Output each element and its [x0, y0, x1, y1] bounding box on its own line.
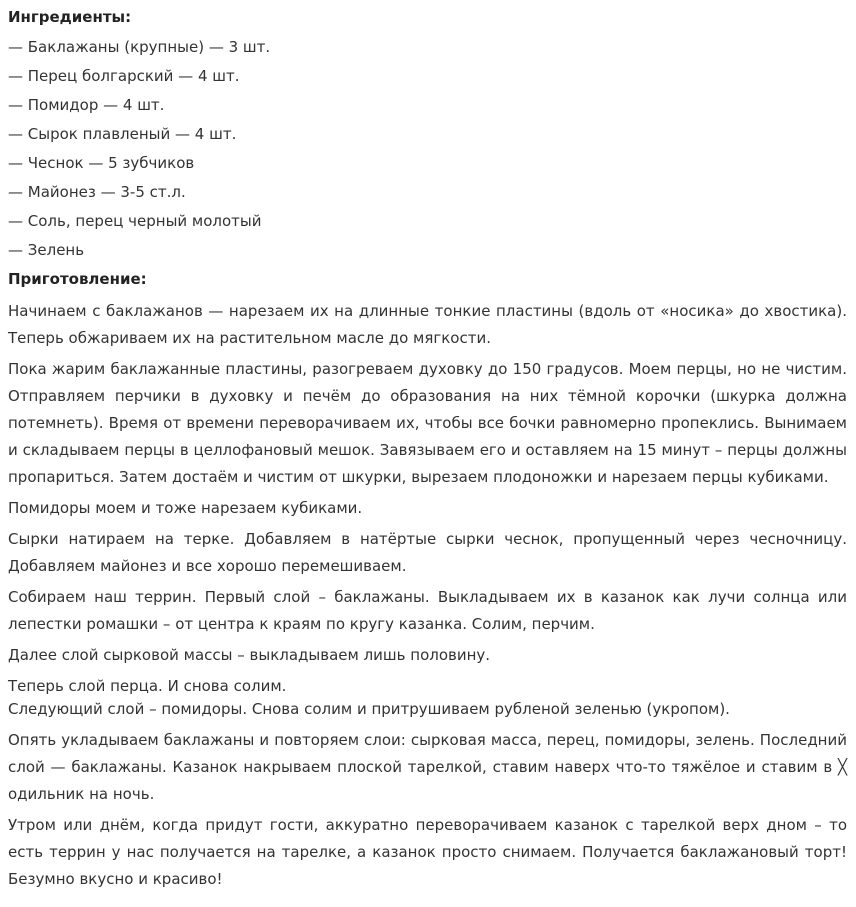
recipe-paragraph: Начинаем с баклажанов — нарезаем их на длинные тонкие пластины (вдоль от «носика» до хвостика). Теперь обжариваем их на растительном масле до мягкости. [8, 302, 847, 347]
ingredient-item: — Чеснок — 5 зубчиков [8, 154, 195, 172]
ingredients-heading: Ингредиенты: [8, 8, 132, 26]
recipe-paragraph: Далее слой сырковой массы – выкладываем лишь половину. [8, 646, 491, 664]
recipe-paragraph: Пока жарим баклажанные пластины, разогреваем духовку до 150 градусов. Моем перцы, но не чистим. Отправляем перчики в духовку и печём до образования на них тёмной корочки (шкурка должна потемнеть). Время от времени переворачиваем их, чтобы все бочки равномерно пропеклись. Вынимаем и складываем перцы в целлофановый мешок. Завязываем его и оставляем на 15 минут – перцы должны пропариться. Затем достаём и чистим от шкурки, вырезаем плодоножки и нарезаем перцы кубиками. [8, 360, 847, 486]
ingredient-item: — Баклажаны (крупные) — 3 шт. [8, 38, 271, 56]
ingredient-item: — Помидор — 4 шт. [8, 96, 165, 114]
ingredient-item: — Перец болгарский — 4 шт. [8, 67, 240, 85]
recipe-paragraph: Теперь слой перца. И снова солим. [8, 677, 287, 695]
recipe-paragraph: Утром или днём, когда придут гости, аккуратно переворачиваем казанок с тарелкой верх дном – то есть террин у нас получается на тарелке, а казанок просто снимаем. Получается баклажановый торт! Безумно вкусно и красиво! [8, 816, 847, 888]
recipe-paragraph: Опять укладываем баклажаны и повторяем слои: сырковая масса, перец, помидоры, зелень. Последний слой — баклажаны. Казанок накрываем плоской тарелкой, ставим наверх что-то тяжёлое и ставим в ╳ одильник на ночь. [8, 731, 847, 803]
ingredients-list [8, 38, 847, 259]
ingredient-item: — Майонез — 3-5 ст.л. [8, 183, 186, 201]
recipe-paragraph: Сырки натираем на терке. Добавляем в натёртые сырки чеснок, пропущенный через чесночницу. Добавляем майонез и все хорошо перемешиваем. [8, 530, 847, 575]
recipe-paragraph: Следующий слой – помидоры. Снова солим и притрушиваем рубленой зеленью (укропом). [8, 700, 730, 718]
preparation-heading: Приготовление: [8, 270, 147, 288]
ingredient-item: — Соль, перец черный молотый [8, 212, 262, 230]
recipe-paragraph: Собираем наш террин. Первый слой – баклажаны. Выкладываем их в казанок как лучи солнца или лепестки ромашки – от центра к краям по кругу казанка. Солим, перчим. [8, 588, 847, 633]
recipe-paragraph: Помидоры моем и тоже нарезаем кубиками. [8, 499, 363, 517]
preparation-steps [8, 298, 847, 893]
ingredient-item: — Сырок плавленый — 4 шт. [8, 125, 237, 143]
ingredient-item: — Зелень [8, 241, 85, 259]
